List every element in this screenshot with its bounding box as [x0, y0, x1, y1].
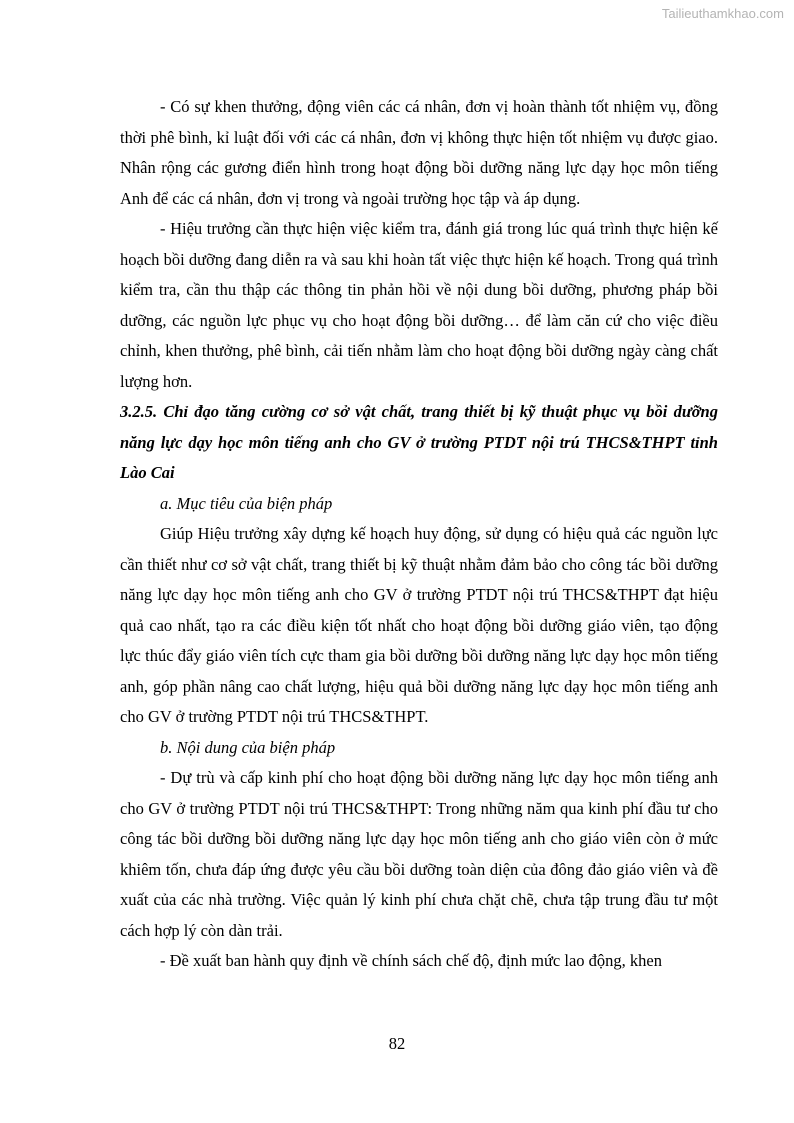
subheading-content: b. Nội dung của biện pháp [160, 737, 336, 757]
paragraph-commendation: - Có sự khen thưởng, động viên các cá nhân, đơn vị hoàn thành tốt nhiệm vụ, đồng thời phê bình, kỉ luật đối với các cá nhân, đơn vị không thực hiện tốt nhiệm vụ được giao. Nhân rộng các gương điển hình trong hoạt động bồi dưỡng năng lực dạy học môn tiếng Anh để các cá nhân, đơn vị trong và ngoài trường học tập và áp dụng. [120, 97, 718, 208]
page-body [120, 92, 718, 977]
paragraph-funding: - Dự trù và cấp kinh phí cho hoạt động bồi dưỡng năng lực dạy học môn tiếng anh cho GV ở trường PTDT nội trú THCS&THPT: Trong những năm qua kinh phí đầu tư cho công tác bồi dưỡng bồi dưỡng năng lực dạy học môn tiếng anh cho giáo viên còn ở mức khiêm tốn, chưa đáp ứng được yêu cầu bồi dưỡng toàn diện của đông đảo giáo viên và đề xuất của các nhà trường. Việc quản lý kinh phí chưa chặt chẽ, chưa tập trung đầu tư một cách hợp lý còn dàn trải. [120, 768, 718, 940]
subheading-objective: a. Mục tiêu của biện pháp [160, 493, 333, 513]
section-heading: 3.2.5. Chỉ đạo tăng cường cơ sở vật chất, trang thiết bị kỹ thuật phục vụ bồi dưỡng năng lực dạy học môn tiếng anh cho GV ở trường PTDT nội trú THCS&THPT tỉnh Lào Cai [120, 402, 718, 482]
paragraph-policy: - Đề xuất ban hành quy định về chính sách chế độ, định mức lao động, khen [160, 951, 662, 970]
paragraph-objective: Giúp Hiệu trưởng xây dựng kế hoạch huy động, sử dụng có hiệu quả các nguồn lực cần thiết như cơ sở vật chất, trang thiết bị kỹ thuật nhằm đảm bảo cho công tác bồi dưỡng năng lực dạy học môn tiếng anh cho GV ở trường PTDT nội trú THCS&THPT đạt hiệu quả cao nhất, tạo ra các điều kiện tốt nhất cho hoạt động bồi dưỡng giáo viên, tạo động lực thúc đẩy giáo viên tích cực tham gia bồi dưỡng bồi dưỡng năng lực dạy học môn tiếng anh, góp phần nâng cao chất lượng, hiệu quả bồi dưỡng năng lực dạy học môn tiếng anh cho GV ở trường PTDT nội trú THCS&THPT. [120, 524, 718, 726]
paragraph-inspection: - Hiệu trưởng cần thực hiện việc kiểm tra, đánh giá trong lúc quá trình thực hiện kế hoạch bồi dưỡng đang diễn ra và sau khi hoàn tất việc thực hiện kế hoạch. Trong quá trình kiểm tra, cần thu thập các thông tin phản hồi về nội dung bồi dưỡng, phương pháp bồi dưỡng, các nguồn lực phục vụ cho hoạt động bồi dưỡng… để làm căn cứ cho việc điều chỉnh, khen thưởng, phê bình, cải tiến nhằm làm cho hoạt động bồi dưỡng ngày càng chất lượng hơn. [120, 219, 718, 391]
page-number: 82 [388, 1034, 406, 1053]
watermark: Tailieuthamkhao.com [661, 6, 784, 21]
